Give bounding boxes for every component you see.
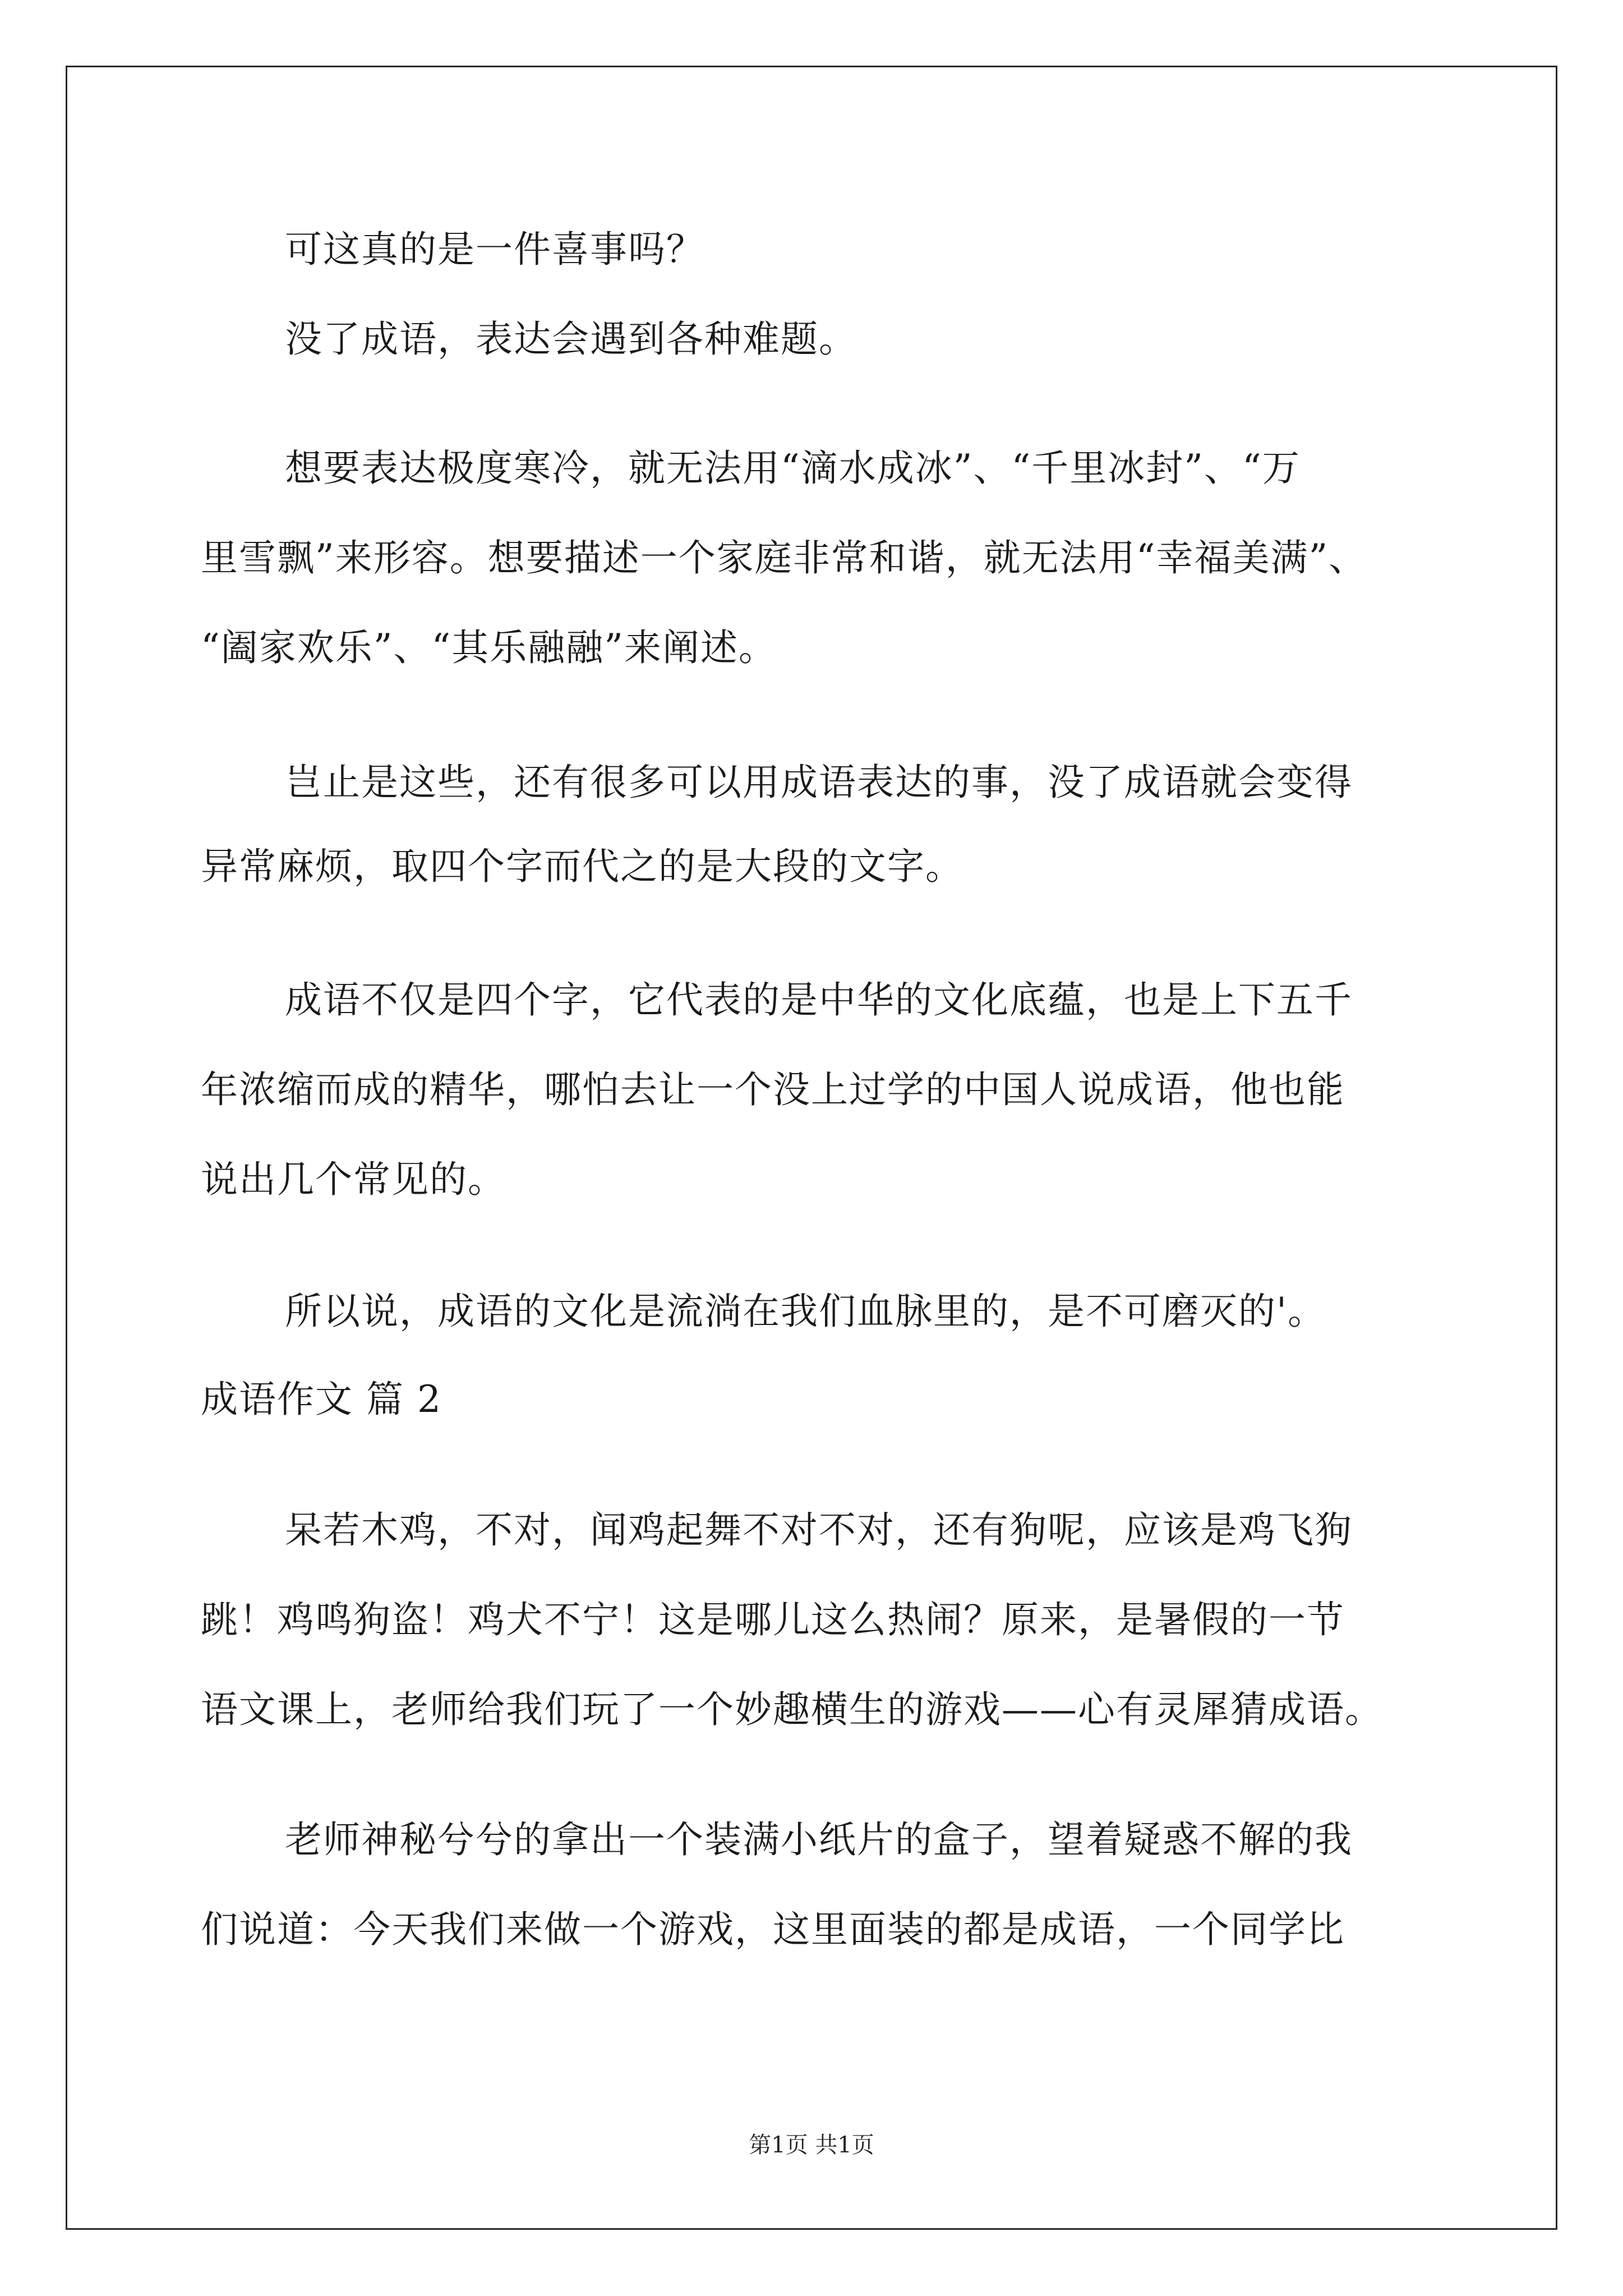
paragraph-line: “阖家欢乐”、“其乐融融”来阐述。 (201, 626, 777, 669)
paragraph-line: 岂止是这些，还有很多可以用成语表达的事，没了成语就会变得 (285, 761, 1353, 804)
paragraph-line: 可这真的是一件喜事吗？ (285, 228, 704, 271)
paragraph-line: 没了成语，表达会遇到各种难题。 (285, 318, 857, 361)
paragraph-line: 所以说，成语的文化是流淌在我们血脉里的，是不可磨灭的'。 (285, 1290, 1326, 1333)
paragraph-line: 跳！鸡鸣狗盗！鸡犬不宁！这是哪儿这么热闹？原来，是暑假的一节 (201, 1598, 1345, 1641)
paragraph-line: 想要表达极度寒冷，就无法用“滴水成冰”、“千里冰封”、“万 (285, 447, 1301, 490)
paragraph-line: 语文课上，老师给我们玩了一个妙趣横生的游戏——心有灵犀猜成语。 (201, 1688, 1383, 1731)
page-number-footer: 第1页 共1页 (749, 2132, 874, 2158)
paragraph-line: 异常麻烦，取四个字而代之的是大段的文字。 (201, 845, 963, 888)
paragraph-line: 说出几个常见的。 (201, 1158, 506, 1201)
section-heading: 成语作文 篇 2 (201, 1378, 442, 1421)
paragraph-line: 成语不仅是四个字，它代表的是中华的文化底蕴，也是上下五千 (285, 978, 1353, 1022)
paragraph-line: 呆若木鸡，不对，闻鸡起舞不对不对，还有狗呢，应该是鸡飞狗 (285, 1508, 1353, 1552)
paragraph-line: 老师神秘兮兮的拿出一个装满小纸片的盒子，望着疑惑不解的我 (285, 1818, 1353, 1861)
paragraph-line: 们说道：今天我们来做一个游戏，这里面装的都是成语，一个同学比 (201, 1908, 1345, 1951)
page-border (66, 66, 1557, 2230)
paragraph-line: 里雪飘”来形容。想要描述一个家庭非常和谐，就无法用“幸福美满”、 (201, 536, 1367, 579)
paragraph-line: 年浓缩而成的精华，哪怕去让一个没上过学的中国人说成语，他也能 (201, 1068, 1345, 1111)
